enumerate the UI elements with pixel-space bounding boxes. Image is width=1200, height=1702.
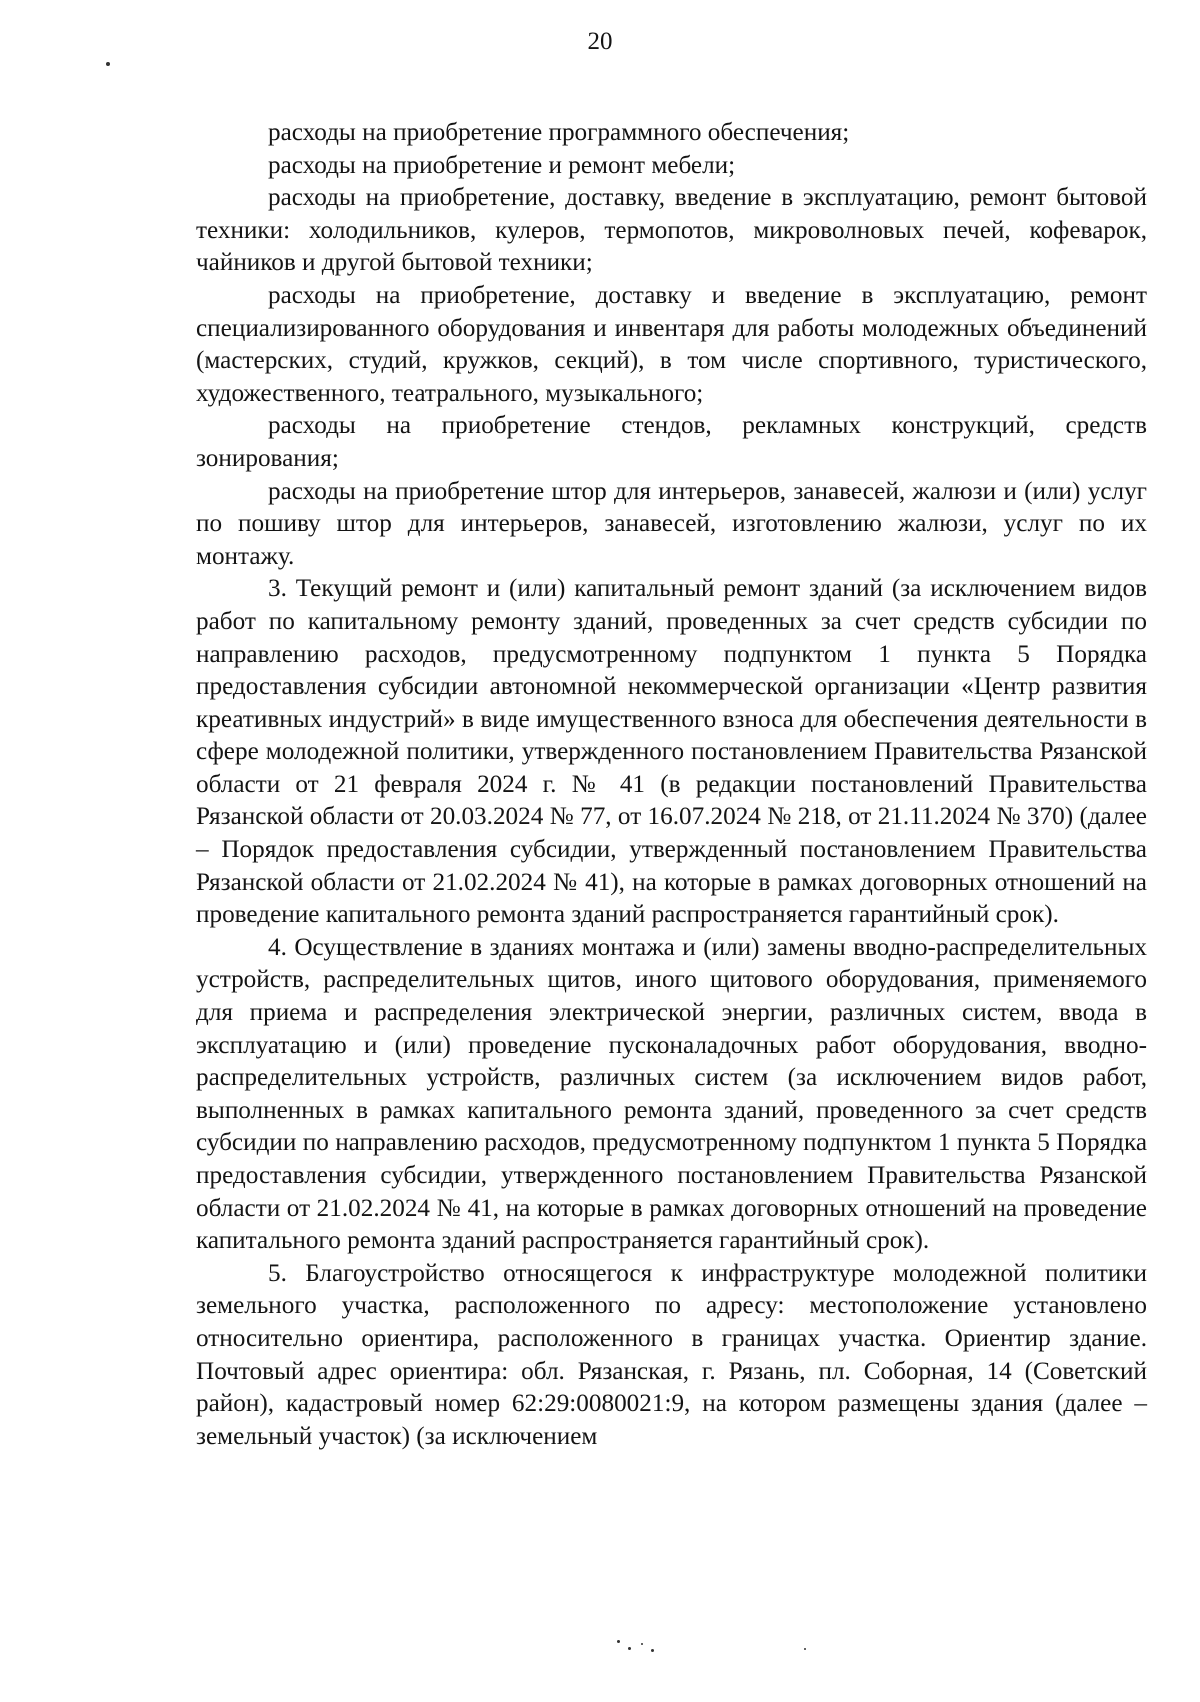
scan-speck [651, 1649, 654, 1652]
paragraph-equipment-costs: расходы на приобретение, доставку и введение в эксплуатацию, ремонт специализированного оборудования и инвентаря для работы молодежных объединений (мастерских, студий, кружков, секций), в том числе спортивного, туристического, художественного, театрального, музыкального; [196, 281, 1147, 407]
paragraph-item-4-electrical: 4. Осуществление в зданиях монтажа и (или) замены вводно-распределительных устройств, распределительных щитов, иного щитового оборудования, применяемого для приема и распределения электрической энергии, различных систем, ввода в эксплуатацию и (или) проведение пусконаладочных работ оборудования, вводно-распределительных устройств, различных систем (за исключением видов работ, выполненных в рамках капитального ремонта зданий, проведенного за счет средств субсидии по направлению расходов, предусмотренному подпунктом 1 пункта 5 Порядка предоставления субсидии, утвержденного постановлением Правительства Рязанской области от 21.02.2024 № 41, на которые в рамках договорных отношений на проведение капитального ремонта зданий распространяется гарантийный срок). [196, 933, 1147, 1255]
page-number: 20 [587, 28, 613, 55]
scan-speck [804, 1648, 806, 1650]
paragraph-furniture-costs: расходы на приобретение и ремонт мебели; [268, 151, 736, 179]
paragraph-curtain-costs: расходы на приобретение штор для интерьеров, занавесей, жалюзи и (или) услуг по пошиву штор для интерьеров, занавесей, изготовлению жалюзи, услуг по их монтажу. [196, 477, 1147, 570]
scan-speck [628, 1647, 631, 1650]
paragraph-item-3-repair: 3. Текущий ремонт и (или) капитальный ремонт зданий (за исключением видов работ по капитальному ремонту зданий, проведенных за счет средств субсидии по направлению расходов, предусмотренному подпунктом 1 пункта 5 Порядка предоставления субсидии автономной некоммерческой организации «Центр развития креативных индустрий» в виде имущественного взноса для обеспечения деятельности в сфере молодежной политики, утвержденного постановлением Правительства Рязанской области от 21 февраля 2024 г. № 41 (в редакции постановлений Правительства Рязанской области от 20.03.2024 № 77, от 16.07.2024 № 218, от 21.11.2024 № 370) (далее – Порядок предоставления субсидии, утвержденный постановлением Правительства Рязанской области от 21.02.2024 № 41), на которые в рамках договорных отношений на проведение капитального ремонта зданий распространяется гарантийный срок). [196, 575, 1147, 929]
scan-speck [641, 1643, 643, 1645]
scan-speck [617, 1640, 620, 1643]
paragraph-software-costs: расходы на приобретение программного обеспечения; [268, 119, 850, 146]
paragraph-appliance-costs: расходы на приобретение, доставку, введение в эксплуатацию, ремонт бытовой техники: холодильников, кулеров, термопотов, микроволновых печей, кофеварок, чайников и другой бытовой техники; [196, 184, 1147, 277]
paragraph-item-5-landscaping: 5. Благоустройство относящегося к инфраструктуре молодежной политики земельного участка, расположенного по адресу: местоположение установлено относительно ориентира, расположенного в границах участка. Ориентир здание. Почтовый адрес ориентира: обл. Рязанская, г. Рязань, пл. Соборная, 14 (Советский район), кадастровый номер 62:29:0080021:9, на котором размещены здания (далее – земельный участок) (за исключением [196, 1259, 1147, 1450]
document-body [196, 117, 1147, 1453]
paragraph-stand-costs: расходы на приобретение стендов, рекламных конструкций, средств зонирования; [196, 412, 1147, 472]
scan-speck [106, 62, 110, 66]
